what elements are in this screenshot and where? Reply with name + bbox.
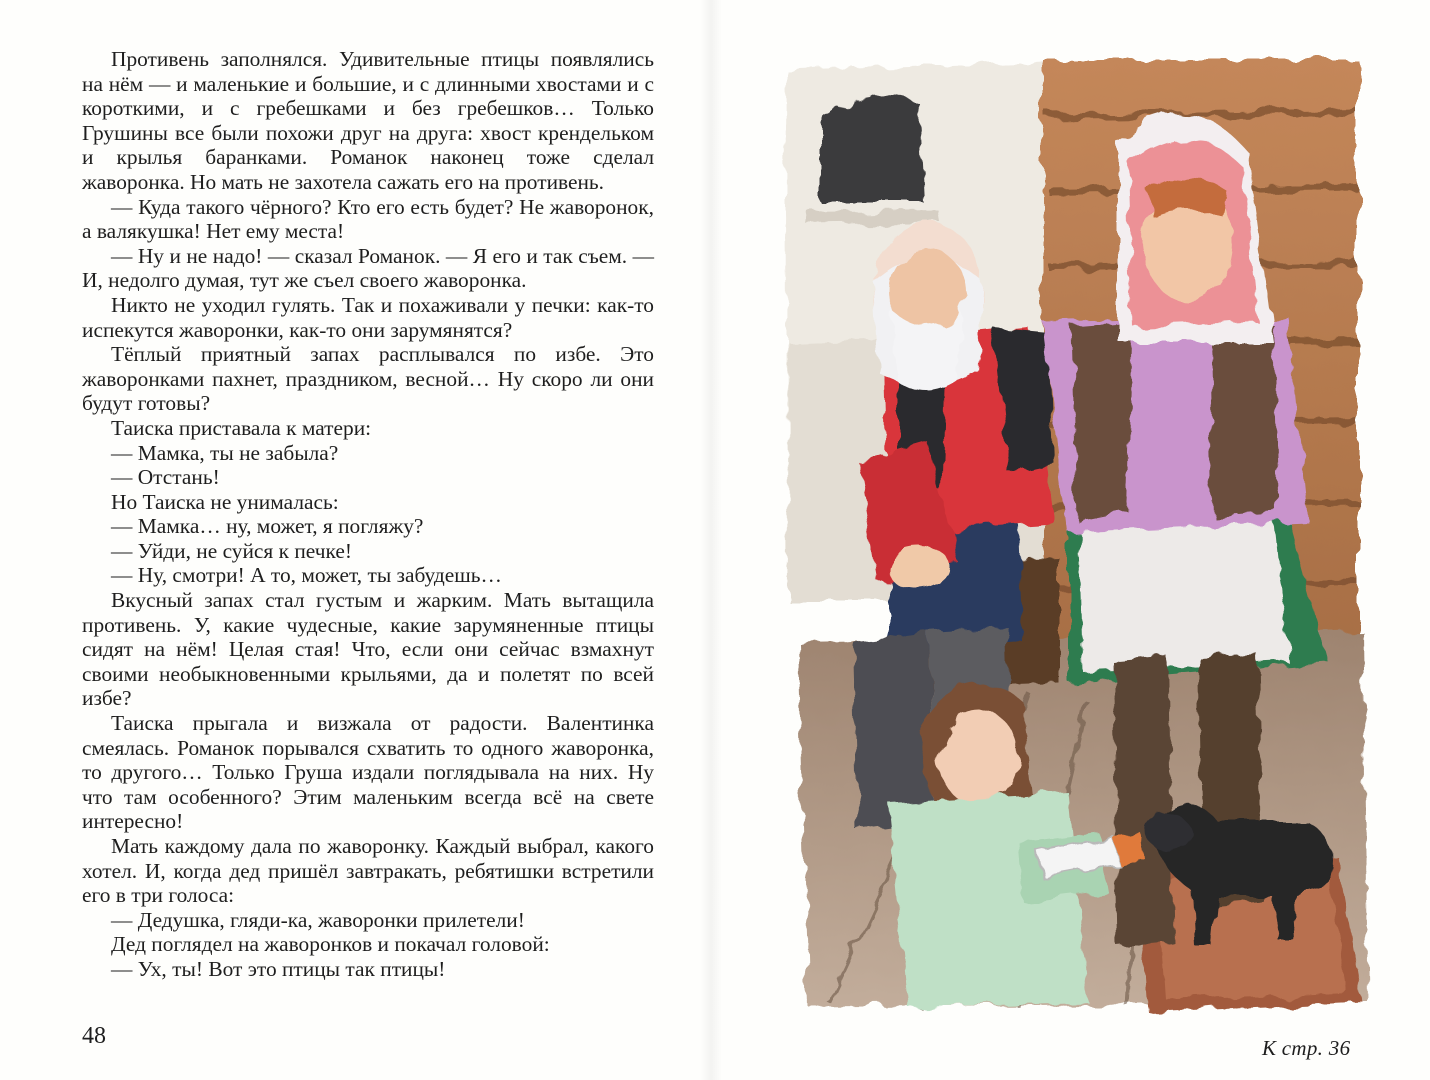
paragraph: — Ну, смотри! А то, может, ты забудешь…: [111, 563, 502, 588]
paragraph: — Отстань!: [111, 465, 220, 490]
paragraph: Таиска приставала к матери:: [111, 415, 372, 440]
paragraph: Мать каждому дала по жаворонку. Каждый выбрал, какого хотел. И, когда дед пришёл завтракать, ребятишки встретили его в три голоса:: [82, 834, 654, 908]
paragraph: — Ух, ты! Вот это птицы так птицы!: [111, 956, 446, 981]
paragraph: — Мамка, ты не забыла?: [111, 440, 339, 465]
paragraph: — Уйди, не суйся к печке!: [111, 538, 352, 563]
paragraph: — Ну и не надо! — сказал Романок. — Я его и так съем. — И, недолго думая, тут же съел своего жаворонка.: [82, 243, 654, 293]
paragraph: Дед поглядел на жаворонков и покачал головой:: [111, 932, 550, 957]
paragraph: Но Таиска не унималась:: [111, 489, 339, 514]
paragraph: Никто не уходил гулять. Так и похаживали у печки: как-то испекутся жаворонки, как-то они зарумянятся?: [82, 292, 654, 342]
paragraph: Тёплый приятный запах расплывался по избе. Это жаворонками пахнет, праздником, весной… Ну скоро ли они будут готовы?: [82, 342, 654, 416]
paragraph: — Куда такого чёрного? Кто его есть будет? Не жаворонок, а валякушка! Нет ему места!: [82, 194, 654, 244]
paragraph: Вкусный запах стал густым и жарким. Мать вытащила противень. У, какие чудесные, какие зарумяненные птицы сидят на нём! Целая стая! Что, если они сейчас взмахнут своими необыкновенными крыльями, да и полетят по всей избе?: [82, 588, 654, 711]
paragraph: Противень заполнялся. Удивительные птицы появлялись на нём — и маленькие и большие, и с длинными хвостами и с короткими, и с гребешками и без гребешков… Только Грушины все были похожи друг на друга: хвост крендельком и крылья баранками. Романок наконец тоже сделал жаворонка. Но мать не захотела сажать его на противень.: [82, 47, 654, 194]
paragraph: — Мамка… ну, может, я погляжу?: [111, 514, 424, 539]
book-gutter: [700, 0, 722, 1080]
paragraph: — Дедушка, гляди-ка, жаворонки прилетели!: [111, 907, 525, 932]
paragraph: Таиска прыгала и визжала от радости. Валентинка смеялась. Романок порывался схватить то одного жаворонка, то другого… Только Груша издали поглядывала на них. Ну что там особенного? Этим маленьким всегда всё на свете интересно!: [82, 711, 654, 834]
illustration: [768, 42, 1378, 1020]
illustration-caption: К стр. 36: [1262, 1036, 1351, 1060]
story-text: [82, 47, 654, 982]
page-number: 48: [82, 1023, 106, 1049]
